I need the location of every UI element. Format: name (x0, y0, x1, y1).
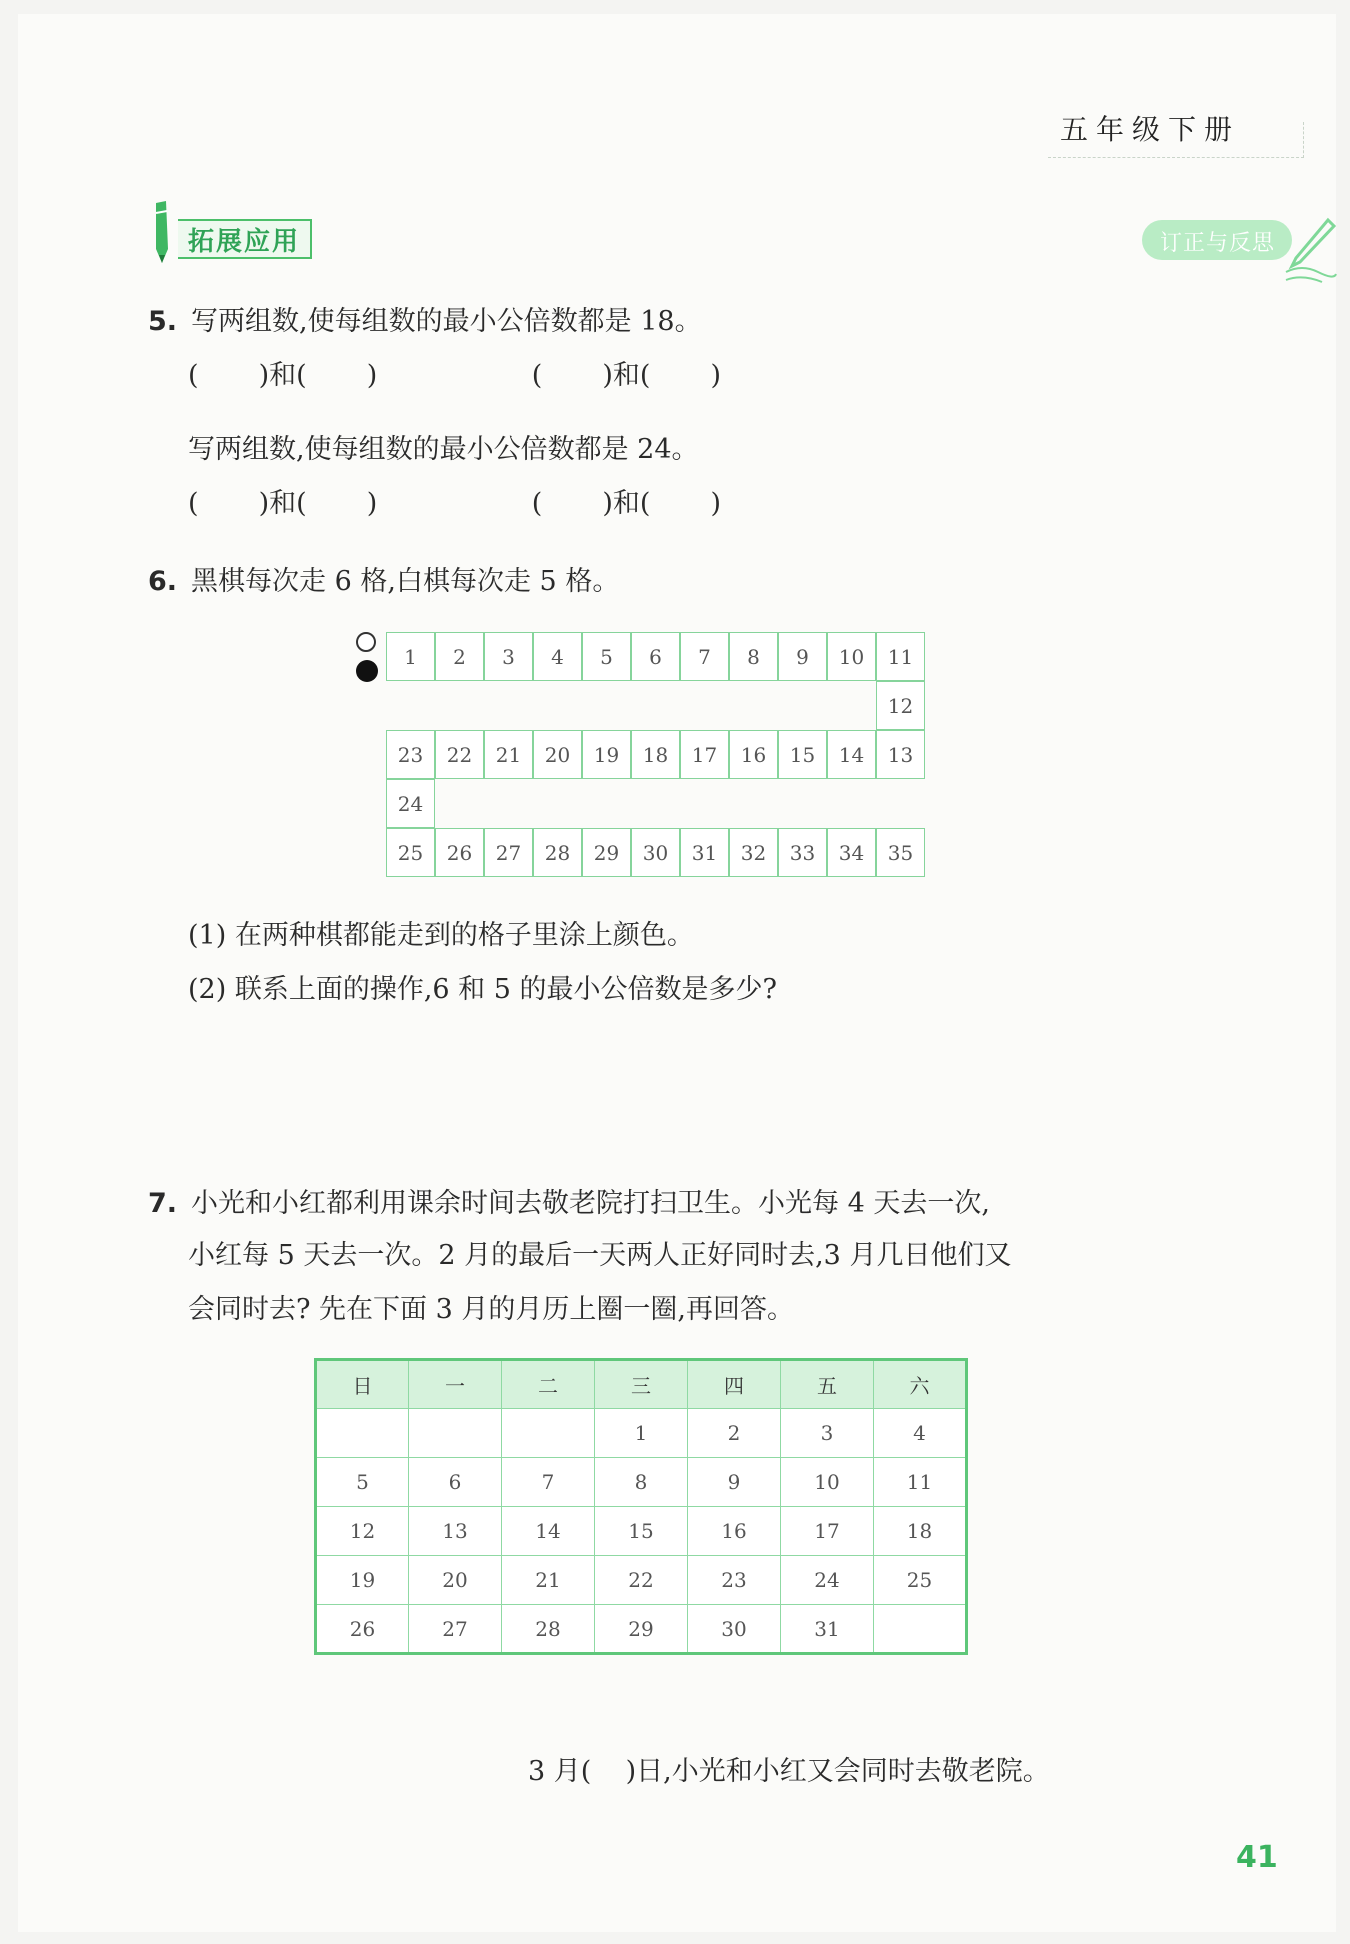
board-cell[interactable]: 17 (680, 730, 729, 779)
calendar-day (874, 1605, 967, 1654)
board-cell[interactable]: 4 (533, 632, 582, 681)
board-cell[interactable]: 3 (484, 632, 533, 681)
calendar-day[interactable]: 2 (688, 1409, 781, 1458)
calendar-day[interactable]: 26 (316, 1605, 409, 1654)
board-cell[interactable]: 5 (582, 632, 631, 681)
march-calendar (314, 1358, 968, 1655)
board-cell[interactable]: 20 (533, 730, 582, 779)
board-cell[interactable]: 22 (435, 730, 484, 779)
board-cell[interactable]: 24 (386, 779, 435, 828)
calendar-day (502, 1409, 595, 1458)
board-cell[interactable]: 25 (386, 828, 435, 877)
board-cell[interactable]: 31 (680, 828, 729, 877)
calendar-day[interactable]: 16 (688, 1507, 781, 1556)
calendar-day[interactable]: 18 (874, 1507, 967, 1556)
board-cell[interactable]: 7 (680, 632, 729, 681)
board-cell[interactable]: 11 (876, 632, 925, 681)
q6-sub1: (1) 在两种棋都能走到的格子里涂上颜色。 (188, 920, 694, 951)
calendar-day[interactable]: 6 (409, 1458, 502, 1507)
calendar-weekday: 二 (502, 1360, 595, 1409)
calendar-day (409, 1409, 502, 1458)
board-cell[interactable]: 26 (435, 828, 484, 877)
board-cell[interactable]: 32 (729, 828, 778, 877)
calendar-week-row (316, 1409, 967, 1458)
calendar-day[interactable]: 12 (316, 1507, 409, 1556)
q5-prompt-a-text: 写两组数,使每组数的最小公倍数都是 18。 (191, 306, 702, 337)
q7-line2: 小红每 5 天去一次。2 月的最后一天两人正好同时去,3 月几日他们又 (188, 1240, 1012, 1271)
calendar-day[interactable]: 17 (781, 1507, 874, 1556)
calendar-day[interactable]: 10 (781, 1458, 874, 1507)
calendar-day[interactable]: 28 (502, 1605, 595, 1654)
board-cell[interactable]: 2 (435, 632, 484, 681)
calendar-weekday: 一 (409, 1360, 502, 1409)
section-tag (148, 214, 312, 264)
calendar-day[interactable]: 5 (316, 1458, 409, 1507)
board-cell[interactable]: 13 (876, 730, 925, 779)
q5-blanks-b[interactable]: ( )和( ) ( )和( ) (188, 488, 722, 519)
q7-number: 7. (148, 1188, 178, 1219)
q5-prompt-b: 写两组数,使每组数的最小公倍数都是 24。 (188, 434, 699, 465)
calendar-weekday: 日 (316, 1360, 409, 1409)
calendar-day[interactable]: 7 (502, 1458, 595, 1507)
pen-icon (1282, 216, 1338, 288)
review-label: 订正与反思 (1160, 231, 1276, 256)
calendar-day[interactable]: 20 (409, 1556, 502, 1605)
calendar-week-row (316, 1556, 967, 1605)
board-cell[interactable]: 28 (533, 828, 582, 877)
calendar-weekday: 三 (595, 1360, 688, 1409)
calendar-day[interactable]: 22 (595, 1556, 688, 1605)
calendar-day[interactable]: 8 (595, 1458, 688, 1507)
calendar-header-row (316, 1360, 967, 1409)
calendar-day[interactable]: 4 (874, 1409, 967, 1458)
page-number: 41 (1236, 1840, 1278, 1875)
board-cell[interactable]: 30 (631, 828, 680, 877)
q6-number: 6. (148, 566, 178, 597)
q6-prompt (148, 562, 619, 602)
calendar-day[interactable]: 27 (409, 1605, 502, 1654)
black-piece-icon (356, 660, 378, 682)
calendar-day[interactable]: 1 (595, 1409, 688, 1458)
board-cell[interactable]: 29 (582, 828, 631, 877)
board-cell[interactable]: 18 (631, 730, 680, 779)
calendar-day[interactable]: 14 (502, 1507, 595, 1556)
board-cell[interactable]: 1 (386, 632, 435, 681)
q6-prompt-text: 黑棋每次走 6 格,白棋每次走 5 格。 (191, 566, 620, 597)
q7-line1 (148, 1184, 990, 1224)
calendar-weekday: 四 (688, 1360, 781, 1409)
calendar-day[interactable]: 25 (874, 1556, 967, 1605)
board-cell[interactable]: 10 (827, 632, 876, 681)
review-tag (1142, 216, 1338, 288)
header-underline (1048, 122, 1304, 158)
calendar-day[interactable]: 31 (781, 1605, 874, 1654)
calendar-week-row (316, 1605, 967, 1654)
calendar-week-row (316, 1458, 967, 1507)
calendar-day[interactable]: 13 (409, 1507, 502, 1556)
calendar-day[interactable]: 24 (781, 1556, 874, 1605)
board-cell[interactable]: 9 (778, 632, 827, 681)
calendar-day[interactable]: 19 (316, 1556, 409, 1605)
board-cell[interactable]: 16 (729, 730, 778, 779)
calendar-day (316, 1409, 409, 1458)
q5-prompt-a (148, 302, 702, 342)
board-cell[interactable]: 27 (484, 828, 533, 877)
q7-line1-text: 小光和小红都利用课余时间去敬老院打扫卫生。小光每 4 天去一次, (191, 1188, 990, 1219)
section-label: 拓展应用 (178, 219, 312, 259)
board-cell[interactable]: 6 (631, 632, 680, 681)
board-cell[interactable]: 34 (827, 828, 876, 877)
board-cell[interactable]: 23 (386, 730, 435, 779)
pencil-icon (148, 199, 174, 269)
board-cell[interactable]: 35 (876, 828, 925, 877)
calendar-day[interactable]: 23 (688, 1556, 781, 1605)
board-cell[interactable]: 19 (582, 730, 631, 779)
board-cell[interactable]: 15 (778, 730, 827, 779)
calendar-weekday: 六 (874, 1360, 967, 1409)
q5-number: 5. (148, 306, 178, 337)
calendar-weekday: 五 (781, 1360, 874, 1409)
q7-line3: 会同时去? 先在下面 3 月的月历上圈一圈,再回答。 (188, 1294, 794, 1325)
board-cell[interactable]: 33 (778, 828, 827, 877)
q7-answer[interactable]: 3 月( )日,小光和小红又会同时去敬老院。 (528, 1756, 1050, 1787)
grade-header: 五年级下册 (1059, 113, 1240, 146)
board-cell[interactable]: 12 (876, 681, 925, 730)
calendar-day[interactable]: 15 (595, 1507, 688, 1556)
calendar-day[interactable]: 29 (595, 1605, 688, 1654)
calendar-day[interactable]: 21 (502, 1556, 595, 1605)
q6-sub2: (2) 联系上面的操作,6 和 5 的最小公倍数是多少? (188, 974, 777, 1005)
calendar-day[interactable]: 30 (688, 1605, 781, 1654)
board-cell[interactable]: 8 (729, 632, 778, 681)
board-cell[interactable]: 14 (827, 730, 876, 779)
calendar-day[interactable]: 11 (874, 1458, 967, 1507)
q5-blanks-a[interactable]: ( )和( ) ( )和( ) (188, 360, 722, 391)
calendar-day[interactable]: 9 (688, 1458, 781, 1507)
calendar-week-row (316, 1507, 967, 1556)
calendar-day[interactable]: 3 (781, 1409, 874, 1458)
board-cell[interactable]: 21 (484, 730, 533, 779)
white-piece-icon (356, 632, 376, 652)
